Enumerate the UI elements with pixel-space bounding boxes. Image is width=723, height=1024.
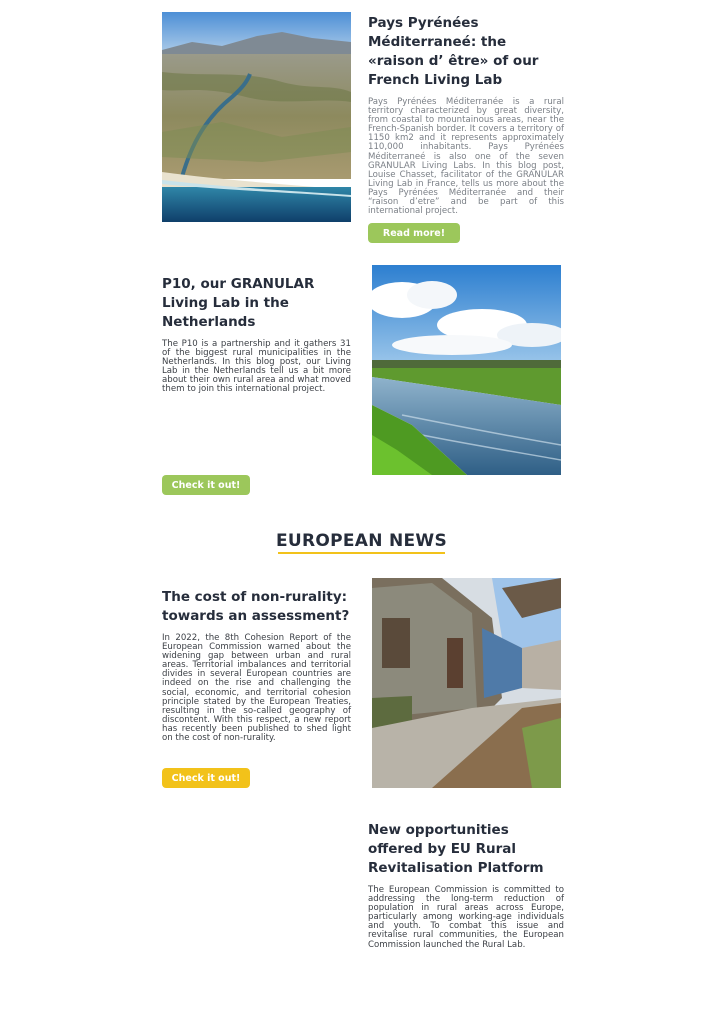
article-title: Pays Pyrénées Méditerraneé: the «raison d’ être» of our French Living Lab [368, 15, 539, 88]
news-title: The cost of non-rurality: towards an assessment? [162, 589, 350, 624]
article-body: The P10 is a partnership and it gathers 31 of the biggest rural municipalities in the Netherlands. In this blog post, our Living Lab in the Netherlands tell us a bit more about their own rural area and what moved them to join this international project. [162, 339, 351, 395]
check-it-out-button[interactable]: Check it out! [162, 475, 250, 495]
article-body: Pays Pyrénées Méditerranée is a rural territory characterized by great diversity, from coastal to mountainous areas, near the French-Spanish border. It covers a territory of 1150 km2 and it represents approximately 110,000 inhabitants. Pays Pyrénées Méditerraneé is also one of the seven GRANULAR Living Labs. In this blog post, Louise Chasset, facilitator of the GRANULAR Living Lab in France, tells us more about the Pays Pyrénées Méditerranée and their “raison d’etre” and be part of this international project. [368, 97, 564, 217]
news-2 [368, 821, 564, 950]
heading-underline [278, 552, 445, 554]
article-2 [162, 275, 351, 395]
article-title: P10, our GRANULAR Living Lab in the Netherlands [162, 276, 315, 330]
news-body: In 2022, the 8th Cohesion Report of the European Commission warned about the widening gap between urban and rural areas. Territorial imbalances and territorial divides in several European countries are indeed on the rise and challenging the social, economic, and territorial cohesion principle stated by the European Treaties, resulting in the so-called geography of discontent. With this respect, a new report has recently been published to shed light on the cost of non-rurality. [162, 633, 351, 744]
section-heading: EUROPEAN NEWS [275, 531, 448, 551]
aerial-coast-image [162, 12, 351, 222]
news-body: The European Commission is committed to addressing the long-term reduction of population in rural areas across Europe, particularly among working-age individuals and youth. To combat this issue and revitalise rural communities, the European Commission launched the Rural Lab. [368, 885, 564, 950]
news-1 [162, 588, 351, 743]
read-more-button[interactable]: Read more! [368, 223, 460, 243]
river-meadow-image [372, 265, 561, 475]
news-title: New opportunities offered by EU Rural Revitalisation Platform [368, 822, 544, 876]
village-street-image [372, 578, 561, 788]
check-it-out-button[interactable]: Check it out! [162, 768, 250, 788]
article-1 [368, 14, 564, 216]
